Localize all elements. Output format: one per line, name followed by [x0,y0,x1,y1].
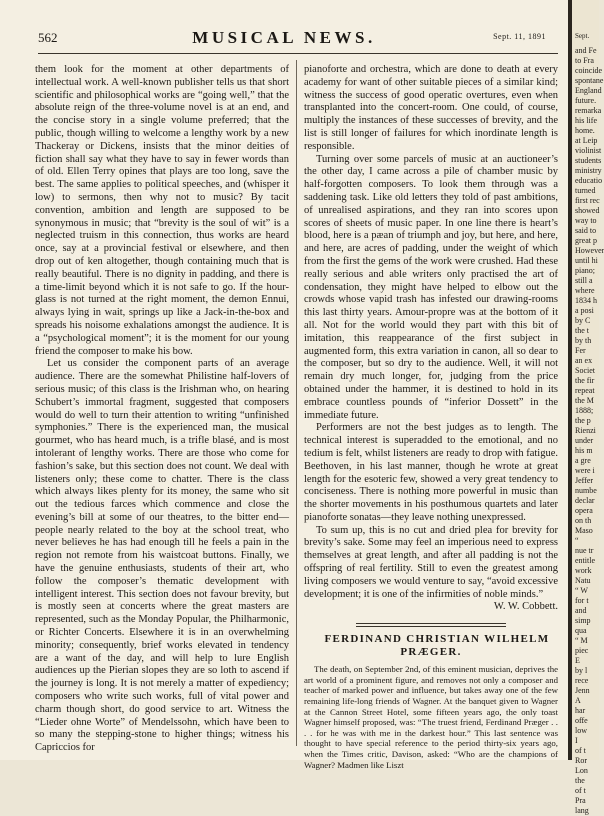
facing-page-fragment: Jeffer [575,476,594,485]
facing-page-fragment: at Leip [575,136,598,145]
facing-page-fragment: his m [575,446,593,455]
facing-page-fragment: rece [575,676,589,685]
section-divider [356,623,506,627]
facing-page-fragment: entitle [575,556,595,565]
paragraph: The death, on September 2nd, of this eminent musician, deprives the art world of a prominent figure, and removes not only a composer and teacher of marked power and influence, but takes away one of the few remaining life-long friends of Wagner. At the banquet given to Wagner at the Cannon Street Hotel, some fifteen years ago, the only toast Wagner himself proposed, was: “The truest friend, Ferdinand Præger . . . . for he was with me in the darkest hour.” This last sentence was thought to have special reference to the period thirty-six years ago, when the Times critic, Davison, asked: “Who are the champions of Wagner? Madmen like Liszt [304,664,558,770]
facing-page-fragment: educatio [575,176,603,185]
facing-page-fragment: future. [575,96,597,105]
facing-page-fragment: and [575,606,587,615]
facing-page-fragment: E [575,656,580,665]
facing-page-fragment: Natu [575,576,591,585]
facing-page-fragment: nue tr [575,546,594,555]
facing-page-fragment: I [575,736,578,745]
facing-page-fragment: the p [575,416,591,425]
facing-page-fragment: a posi [575,306,594,315]
left-column [35,64,289,755]
column-divider [296,60,297,746]
facing-page-fragment: by C [575,316,591,325]
page-header [0,30,568,50]
facing-page-fragment: Fer [575,346,586,355]
facing-page-fragment: for t [575,596,589,605]
facing-page-fragment: low [575,726,587,735]
facing-page-header: Sept. [575,32,590,40]
paragraph: them look for the moment at other departments of intellectual work. A well-known publisher tells us that short scientific and philosophical works are “going well,” that the absolute reign of the three-volume novel is at an end, and the concise story in a single volume preferred; that the public, though willing to welcome a lengthy work by a new Thackeray or Dickens, insists that the minor deities of fiction shall say what they have to say in fewer words than of old. Ellen Terry opines that plays are too long, save the best. The same applies to political speeches, and (whisper it low) to sermons, then why not to music? By tacit convention, ambition and length are supposed to be synonymous in music; that “brevity is the soul of wit” is a neglected truism in this connection, thus works are heard once, say at a provincial festival or elsewhere, and then drop out of ken altogether, though containing much that is really beautiful. There is no dignity in padding, and there is a time-limit beyond which it is not safe to go. If the hour-glass is not turned at the right moment, the demon Ennui, always lying in wait, springs up like a Jack-in-the-box and spreads his noisome exhalations amongst the audience. It is a “psychological moment”; it is the moment for our young friend the composer to make his bow. [35,64,289,357]
facing-page-fragment: the M [575,396,594,405]
facing-page-fragment: his life [575,116,597,125]
facing-page-fragment: numbe [575,486,597,495]
facing-page-fragment: showed [575,206,600,215]
facing-page-fragment: the t [575,326,589,335]
obituary-title-line2: PRÆGER. [400,646,462,659]
facing-page-fragment: “ W [575,586,588,595]
facing-page-fragment: 1888; [575,406,594,415]
facing-page-fragment: lang [575,806,589,815]
facing-page-fragment: Pra [575,796,586,805]
facing-page-fragment: Maso [575,526,593,535]
author-signature: W. W. Cobbett. [493,601,558,613]
facing-page-fragment: still a [575,276,593,285]
facing-page-fragment: an ex [575,356,593,365]
facing-page-fragment: coincide [575,66,603,75]
paragraph: Turning over some parcels of music at an auctioneer’s the other day, I came across a pile of chamber music by half-forgotten composers. To look them through was a saddening task. Like old letters they told of past ambitions, of unrealised aspirations, and they ran into scores upon scores of sheets of music paper. In one line there is heart’s blood, here is a pæan of triumph and joy, but here, and here, and here, are acres of padding, under the weight of which from the first the gems of the work were crushed. Had these really serious and able writers only practised the art of condensation, they might have helped to elbow out the crowds whose vapid trash has infested our drawing-rooms this last thirty years. Amour-propre was at the bottom of it all. Not for the world would they part with this bit of imitation, this reappearance of the first subject in augmented form, this extra variation in canon, all so dear to the composer, but so dry to the audience. Well, it will not remain dry much longer, for, judging from the price obtained under the hammer, it is destined to hold in its embrace countless pounds of “inferior Dossett” in the immediate future. [304,153,558,421]
facing-page-fragment: to Fra [575,56,594,65]
publication-title: MUSICAL NEWS. [192,28,376,47]
facing-page-fragment: “ M [575,636,588,645]
facing-page-fragment: offe [575,716,588,725]
facing-page-fragment: “ [575,536,585,545]
facing-page-fragment: Jenn [575,686,590,695]
facing-page-fragment: turned [575,186,596,195]
obituary-title [304,633,558,659]
facing-page-fragment: on th [575,516,592,525]
facing-page-fragment: of t [575,746,586,755]
facing-page-fragment: Lon [575,766,588,775]
facing-page-fragment: were i [575,466,595,475]
facing-page-fragment: A [575,696,581,705]
right-column [304,64,558,770]
facing-page-fragment: ministry [575,166,602,175]
facing-page-fragment: way to [575,216,597,225]
facing-page-fragment: spontane [575,76,604,85]
facing-page-fragment: England [575,86,602,95]
facing-page-fragment: work [575,566,592,575]
facing-page-fragment: by l [575,666,588,675]
facing-page-fragment: said to [575,226,597,235]
issue-date: Sept. 11, 1891 [493,32,546,41]
facing-page-edge [572,0,604,815]
facing-page-fragment: piec [575,646,589,655]
header-rule [38,53,558,54]
obituary-title-line1: FERDINAND CHRISTIAN WILHELM [324,633,550,646]
facing-page-fragment: har [575,706,586,715]
facing-page-fragment: 1834 h [575,296,597,305]
facing-page-fragment: until hi [575,256,598,265]
facing-page-fragment: Ror [575,756,587,765]
facing-page-fragment: repeat [575,386,595,395]
facing-page-fragment: piano; [575,266,595,275]
facing-page-fragment: of t [575,786,586,795]
facing-page-fragment: where [575,286,595,295]
facing-page-fragment: first rec [575,196,600,205]
facing-page-fragment: However [575,246,604,255]
facing-page-fragment: remarka [575,106,602,115]
facing-page-fragment: the fir [575,376,595,385]
facing-page-fragment: home. [575,126,595,135]
facing-page-fragment: Rienzi [575,426,596,435]
obituary-body [304,664,558,770]
facing-page-fragment: great p [575,236,597,245]
paragraph: To sum up, this is no cut and dried plea for brevity for brevity’s sake. Some may feel an imperious need to express themselves at great length, and after all padding is not the offspring of real fertility. Still to even the greatest among living composers we would venture to say, “avoid excessive development; it is one of the infirmities of noble minds.” [304,524,558,600]
facing-page-fragment: Societ [575,366,595,375]
facing-page-fragment: and Fe [575,46,597,55]
facing-page-text [575,46,604,816]
paragraph: Performers are not the best judges as to length. The technical interest is superadded to the emotional, and no tedium is felt, whilst listeners are ready to drop with fatigue. Beethoven, in his last manner, though he wrote at great length for the esoteric few, showed a very great tendency to conciseness. There is nothing more powerful in music than the shorter movements in his posthumous quartets and later pianoforte sonatas—they leave nothing unexpressed. [304,422,558,523]
page-number: 562 [38,30,58,45]
facing-page-fragment: opera [575,506,593,515]
facing-page-fragment: students [575,156,602,165]
facing-page-fragment: simp [575,616,591,625]
facing-page-fragment: by th [575,336,592,345]
facing-page-fragment: a gre [575,456,591,465]
facing-page-fragment: under [575,436,594,445]
facing-page-fragment: qua [575,626,587,635]
facing-page-fragment: the [575,776,585,785]
paragraph: Let us consider the component parts of an average audience. There are the somewhat Philistine half-lovers of serious music; of this class is the Irishman who, on hearing Schubert’s immortal fragment, suggested that composers would do well to turn their attention to writing “unfinished symphonies.” There is the experienced man, the musical gourmet, who has heard much, is a trifle blasé, and is most intolerant of lengthy works. There are those who come for fashion’s sake, but this section does not count. We deal with listeners only; these come to chatter. There is the class which always likes plenty for its money, the same who sit out the tedious farces which commence and close the evening’s bill at some of our theatres, to the bitter end—people nearly related to the boy at the school treat, who never believes he has had enough till he feels a pain in the region not remote from his waistcoat buttons. Finally, we have the genuine enthusiasts, students of their art, who follow the composer’s thematic development with intelligent interest. This section does not favour brevity, but is mostly seen at concerts where the great masters are represented, such as the Monday Popular, the Philharmonic, or Richter Concerts. Elsewhere it is in an overwhelming minority; consequently, brief works elevated in tendency are a want of the day, and will help to lure English audiences up the Pierian slopes they are so loth to ascend if the journey is long. It is not merely a matter of expediency; composers who write such works, full of vital power and charm though short, do good service to art. Witness the “Lieder ohne Worte” of Mendelssohn, which have been to so many the stepping-stone to higher things; witness his Capriccios for [35,358,289,754]
facing-page-fragment: violinist [575,146,602,155]
paragraph: pianoforte and orchestra, which are done to death at every academy for want of other suitable pieces of a similar kind; witness the success of good operatic overtures, even when transplanted into the concert-room. One could, of course, multiply the instances of these successes of brevity, and the list is still longer of failures for which inordinate length is responsible. [304,64,558,152]
facing-page-fragment: declar [575,496,595,505]
